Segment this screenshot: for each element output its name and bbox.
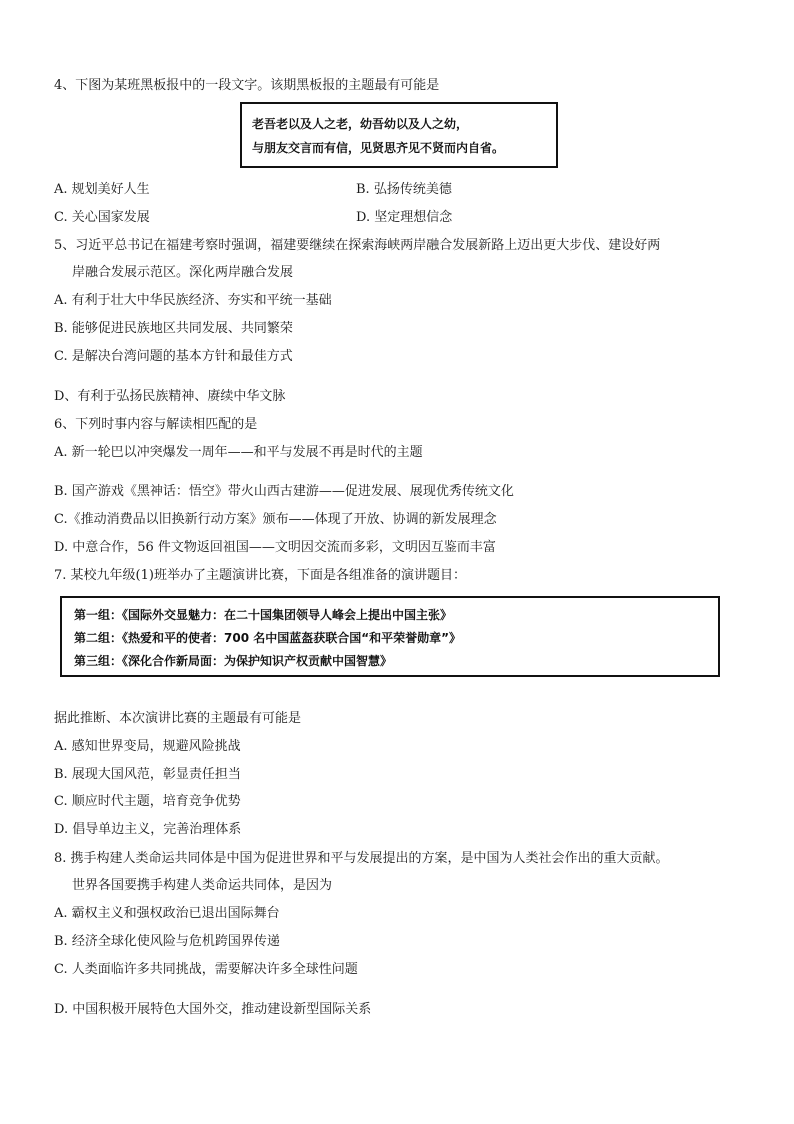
q8-option-d: D. 中国积极开展特色大国外交，推动建设新型国际关系 [54,1002,372,1017]
q5-option-c: C. 是解决台湾问题的基本方针和最佳方式 [54,349,293,364]
q4-option-a: A. 规划美好人生 [54,182,150,197]
q4-stem: 4、下图为某班黑板报中的一段文字。该期黑板报的主题最有可能是 [54,78,440,93]
q7-option-a: A. 感知世界变局，规避风险挑战 [54,739,241,754]
q4-option-c: C. 关心国家发展 [54,210,150,225]
q8-option-b: B. 经济全球化使风险与危机跨国界传递 [54,934,280,949]
q5-option-a: A. 有利于壮大中华民族经济、夯实和平统一基础 [54,293,332,308]
q7-topic-2: 第二组：《热爱和平的使者：700 名中国蓝盔获联合国“和平荣誉勋章”》 [74,631,462,645]
q7-option-d: D. 倡导单边主义，完善治理体系 [54,822,242,837]
q6-option-b: B. 国产游戏《黑神话：悟空》带火山西古建游——促进发展、展现优秀传统文化 [54,484,514,499]
q4-option-b: B. 弘扬传统美德 [356,182,452,197]
q8-stem-line-1: 8. 携手构建人类命运共同体是中国为促进世界和平与发展提出的方案，是中国为人类社会作出的重大贡献。 [54,851,669,866]
q4-blackboard-box [240,102,558,168]
q6-option-a: A. 新一轮巴以冲突爆发一周年——和平与发展不再是时代的主题 [54,445,423,460]
q5-stem-line-1: 5、习近平总书记在福建考察时强调，福建要继续在探索海峡两岸融合发展新路上迈出更大步伐、建设好两 [54,238,661,253]
q5-option-d: D、有利于弘扬民族精神、赓续中华文脉 [54,389,286,404]
q7-topics-box [60,596,720,677]
q7-topic-3: 第三组：《深化合作新局面：为保护知识产权贡献中国智慧》 [74,654,393,668]
q8-option-c: C. 人类面临许多共同挑战，需要解决许多全球性问题 [54,962,358,977]
q7-followup: 据此推断、本次演讲比赛的主题最有可能是 [54,711,302,726]
q5-stem-line-2: 岸融合发展示范区。深化两岸融合发展 [72,265,294,280]
q4-board-line-1: 老吾老以及人之老，幼吾幼以及人之幼， [252,117,469,131]
q6-stem: 6、下列时事内容与解读相匹配的是 [54,417,258,432]
q6-option-d: D. 中意合作，56 件文物返回祖国——文明因交流而多彩，文明因互鉴而丰富 [54,540,496,555]
q8-stem-line-2: 世界各国要携手构建人类命运共同体，是因为 [72,878,333,893]
q7-option-c: C. 顺应时代主题，培育竞争优势 [54,794,241,809]
q4-board-line-2: 与朋友交言而有信，见贤思齐见不贤而内自省。 [252,141,505,155]
q7-option-b: B. 展现大国风范，彰显责任担当 [54,767,241,782]
q6-option-c: C.《推动消费品以旧换新行动方案》颁布——体现了开放、协调的新发展理念 [54,512,497,527]
q4-option-d: D. 坚定理想信念 [356,210,453,225]
q7-stem: 7. 某校九年级(1)班举办了主题演讲比赛，下面是各组准备的演讲题目： [54,568,466,583]
q8-option-a: A. 霸权主义和强权政治已退出国际舞台 [54,906,280,921]
q7-topic-1: 第一组：《国际外交显魅力：在二十国集团领导人峰会上提出中国主张》 [74,608,453,622]
q5-option-b: B. 能够促进民族地区共同发展、共同繁荣 [54,321,293,336]
